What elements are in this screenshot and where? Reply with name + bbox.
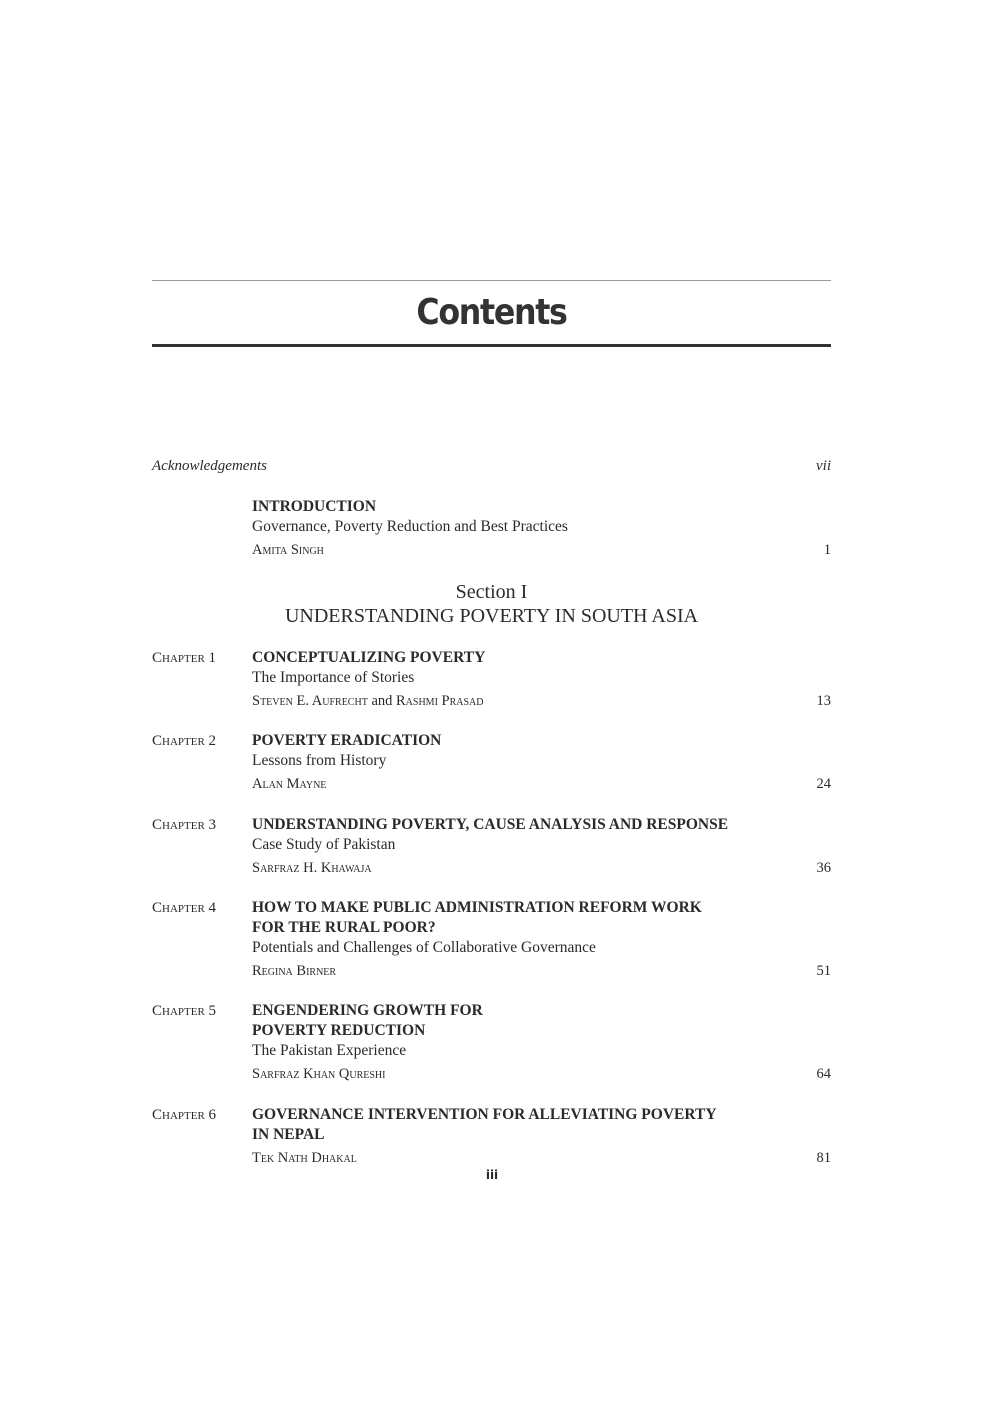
toc-entry-chapter-4[interactable] (152, 898, 831, 981)
toc-entry-chapter-2[interactable] (152, 731, 831, 794)
page-number: 24 (816, 776, 831, 792)
chapter-label: Chapter 5 (152, 1003, 217, 1019)
toc-entry-chapter-3[interactable] (152, 815, 831, 878)
chapter-label: Chapter 4 (152, 900, 217, 916)
author-connector: and (371, 693, 393, 709)
entry-subtitle: Case Study of Pakistan (252, 836, 396, 853)
entry-subtitle: Lessons from History (252, 752, 387, 769)
entry-author: Rashmi Prasad (396, 693, 484, 709)
toc-entry-introduction[interactable] (152, 497, 831, 560)
page-number: 13 (816, 693, 831, 709)
entry-title: Acknowledgements (152, 458, 267, 474)
entry-author: Regina Birner (252, 963, 337, 979)
toc-entry-chapter-1[interactable] (152, 648, 831, 711)
section-heading (152, 580, 831, 628)
toc-entry-acknowledgements[interactable] (152, 458, 831, 475)
toc-entry-chapter-5[interactable] (152, 1001, 831, 1084)
entry-author: Amita Singh (252, 542, 324, 558)
page-number: 1 (823, 542, 831, 558)
page-number: vii (816, 458, 831, 474)
chapter-label: Chapter 1 (152, 650, 217, 666)
top-rule (152, 280, 831, 281)
entry-title-line: IN NEPAL (252, 1126, 325, 1143)
entry-subtitle: Governance, Poverty Reduction and Best Practices (252, 518, 568, 535)
page-folio: iii (485, 1168, 499, 1182)
page-number: 51 (816, 963, 831, 979)
entry-title-line: HOW TO MAKE PUBLIC ADMINISTRATION REFORM WORK (252, 899, 702, 916)
entry-author: Steven E. Aufrecht (252, 693, 368, 709)
entry-subtitle: Potentials and Challenges of Collaborative Governance (252, 939, 596, 956)
entry-subtitle: The Pakistan Experience (252, 1042, 407, 1059)
section-title: UNDERSTANDING POVERTY IN SOUTH ASIA (284, 605, 699, 627)
entry-author: Tek Nath Dhakal (252, 1150, 357, 1166)
entry-author: Alan Mayne (252, 776, 327, 792)
entry-title: UNDERSTANDING POVERTY, CAUSE ANALYSIS AND RESPONSE (252, 816, 729, 833)
toc-entry-chapter-6[interactable] (152, 1105, 831, 1168)
page-number: 81 (816, 1150, 831, 1166)
chapter-label: Chapter 2 (152, 733, 217, 749)
entry-author: Sarfraz H. Khawaja (252, 860, 372, 876)
bottom-rule (152, 344, 831, 347)
section-label: Section I (455, 581, 528, 603)
entry-title: CONCEPTUALIZING POVERTY (252, 649, 486, 666)
entry-title: POVERTY ERADICATION (252, 732, 442, 749)
page-number: 64 (816, 1066, 831, 1082)
chapter-label: Chapter 3 (152, 817, 217, 833)
entry-title-line: GOVERNANCE INTERVENTION FOR ALLEVIATING POVERTY (252, 1106, 717, 1123)
entry-title-line: FOR THE RURAL POOR? (252, 919, 436, 936)
entry-subtitle: The Importance of Stories (252, 669, 415, 686)
entry-title: INTRODUCTION (252, 498, 377, 515)
entry-title-line: ENGENDERING GROWTH FOR (252, 1002, 483, 1019)
entry-author: Sarfraz Khan Qureshi (252, 1066, 386, 1082)
page-number: 36 (816, 860, 831, 876)
chapter-label: Chapter 6 (152, 1107, 217, 1123)
entry-title-line: POVERTY REDUCTION (252, 1022, 426, 1039)
page-title: Contents (416, 292, 567, 333)
